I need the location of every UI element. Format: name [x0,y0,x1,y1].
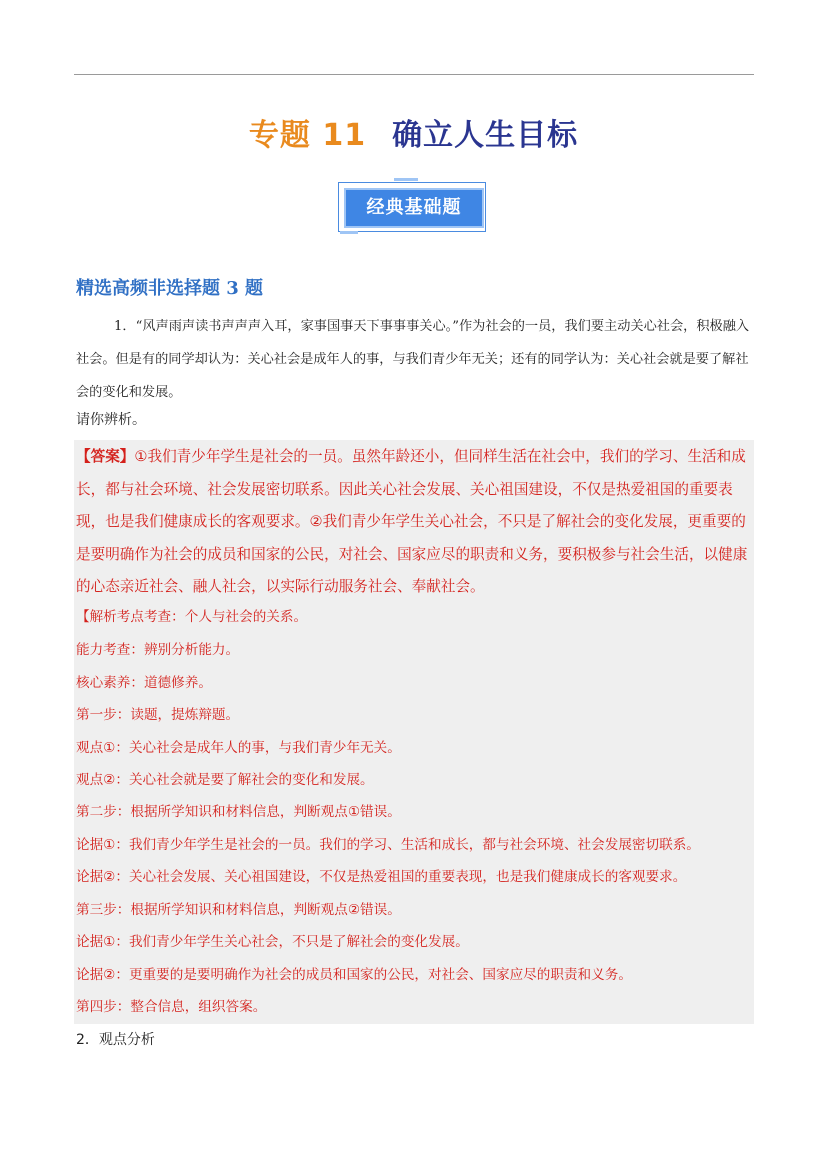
page-title [0,110,827,154]
title-number: 专题 11 [248,118,367,153]
header-rule [74,74,754,75]
analysis-line: 论据②：更重要的是要明确作为社会的成员和国家的公民，对社会、国家应尽的职责和义务。 [76,967,632,983]
title-text: 确立人生目标 [392,118,579,153]
analysis-line: 观点①：关心社会是成年人的事，与我们青少年无关。 [76,740,401,756]
analysis-line: 论据②：关心社会发展、关心祖国建设，不仅是热爱祖国的重要表现，也是我们健康成长的客观要求。 [76,869,687,885]
analysis-line: 【解析考点考查：个人与社会的关系。 [76,609,308,625]
question-1-prompt: 请你辨析。 [76,412,146,428]
analysis-line: 论据①：我们青少年学生是社会的一员。我们的学习、生活和成长，都与社会环境、社会发展密切联系。 [76,837,700,853]
answer-text [76,441,756,604]
analysis-line: 能力考查：辨别分析能力。 [76,642,240,658]
analysis-line: 论据①：我们青少年学生关心社会，不只是了解社会的变化发展。 [76,934,469,950]
analysis-line: 第二步：根据所学知识和材料信息，判断观点①错误。 [76,804,401,820]
badge-label: 经典基础题 [344,188,484,228]
question-2-heading: 2．观点分析 [76,1032,155,1048]
category-badge [338,182,490,236]
answer-label: 【答案】 [76,448,135,465]
analysis-line: 第一步：读题，提炼辩题。 [76,707,240,723]
badge-decoration [394,178,418,181]
analysis-line: 核心素养：道德修养。 [76,675,212,691]
analysis-line: 第三步：根据所学知识和材料信息，判断观点②错误。 [76,902,401,918]
section-heading: 精选高频非选择题 3 题 [76,278,264,299]
question-1-text: 1．“风声雨声读书声声声入耳，家事国事天下事事事关心。”作为社会的一员，我们要主动关心社会，积极融入社会。但是有的同学却认为：关心社会是成年人的事，与我们青少年无关；还有的同学认为：关心社会就是要了解社会的变化和发展。 [76,319,750,400]
badge-decoration [340,231,358,234]
analysis-line: 第四步：整合信息，组织答案。 [76,999,267,1015]
answer-body: ①我们青少年学生是社会的一员。虽然年龄还小，但同样生活在社会中，我们的学习、生活和成长，都与社会环境、社会发展密切联系。因此关心社会发展、关心祖国建设，不仅是热爱祖国的重要表现，也是我们健康成长的客观要求。②我们青少年学生关心社会，不只是了解社会的变化发展，更重要的是要明确作为社会的成员和国家的公民，对社会、国家应尽的职责和义务，要积极参与社会生活，以健康的心态亲近社会、融人社会，以实际行动服务社会、奉献社会。 [76,448,748,595]
analysis-line: 观点②：关心社会就是要了解社会的变化和发展。 [76,772,374,788]
